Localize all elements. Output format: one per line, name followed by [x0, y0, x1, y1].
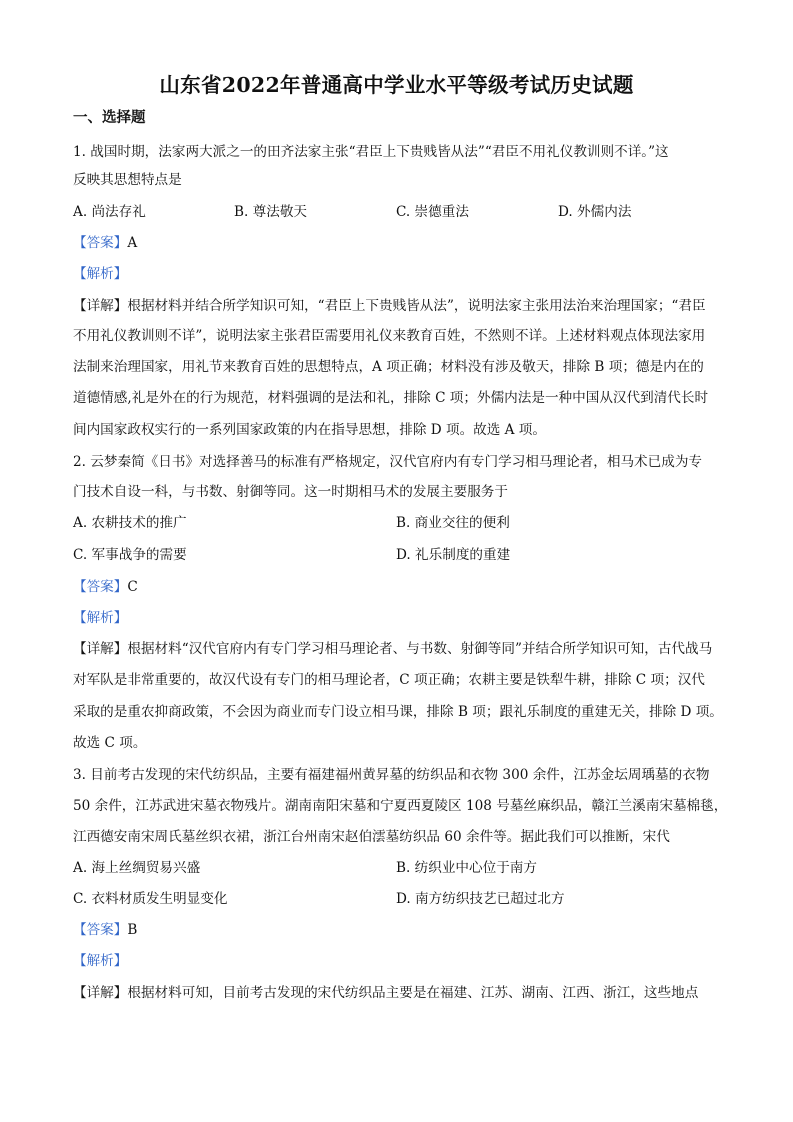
q3-stem-line-2: 50 余件，江苏武进宋墓衣物残片。湖南南阳宋墓和宁夏西夏陵区 108 号墓丝麻织品，赣江兰溪南宋墓棉毯，	[73, 798, 728, 814]
answer-tag: 【答案】	[73, 579, 128, 595]
q3-detail-text: 根据材料可知，目前考古发现的宋代纺织品主要是在福建、江苏、湖南、江西、浙江，这些地点	[127, 985, 699, 1001]
q2-stem-line-2: 门技术自设一科，与书数、射御等同。这一时期相马术的发展主要服务于	[73, 484, 508, 500]
section-heading: 一、选择题	[73, 109, 146, 126]
q2-detail-line-3: 采取的是重农抑商政策，不会因为商业而专门设立相马课，排除 B 项；跟礼乐制度的重建无关，排除 D 项。	[73, 704, 723, 720]
q2-detail-line-4: 故选 C 项。	[73, 735, 147, 751]
q1-option-a: A. 尚法存礼	[73, 204, 146, 220]
detail-tag: 【详解】	[73, 985, 128, 1001]
q3-answer-value: B	[127, 922, 138, 938]
q2-option-a: A. 农耕技术的推广	[73, 515, 187, 531]
q1-answer-value: A	[127, 235, 138, 251]
q2-detail-line-1	[73, 640, 712, 658]
q3-answer	[73, 921, 137, 939]
q1-detail-line-5: 间内国家政权实行的一系列国家政策的内在指导思想，排除 D 项。故选 A 项。	[73, 422, 546, 438]
answer-tag: 【答案】	[73, 235, 128, 251]
q2-detail-line-2: 对军队是非常重要的，故汉代设有专门的相马理论者，C 项正确；农耕主要是铁犁牛耕，排除 C 项；汉代	[73, 672, 705, 688]
q2-option-d: D. 礼乐制度的重建	[396, 547, 511, 563]
answer-tag: 【答案】	[73, 922, 128, 938]
q1-detail-text: 根据材料并结合所学知识可知，“君臣上下贵贱皆从法”，说明法家主张用法治来治理国家；“君臣	[127, 298, 706, 314]
q1-analysis-tag: 【解析】	[73, 266, 128, 282]
q3-stem-line-3: 江西德安南宋周氏墓丝织衣裙，浙江台州南宋赵伯澐墓纺织品 60 余件等。据此我们可以推断，宋代	[73, 829, 670, 845]
q1-option-b: B. 尊法敬天	[234, 204, 308, 220]
q3-analysis-tag: 【解析】	[73, 953, 128, 969]
q2-detail-text: 根据材料“汉代官府内有专门学习相马理论者、与书数、射御等同”并结合所学知识可知，古代战马	[127, 641, 713, 657]
q1-detail-line-3: 法制来治理国家，用礼节来教育百姓的思想特点，A 项正确；材料没有涉及敬天，排除 B 项；德是内在的	[73, 359, 704, 375]
detail-tag: 【详解】	[73, 641, 128, 657]
q2-stem-line-1: 2. 云梦秦简《日书》对选择善马的标准有严格规定，汉代官府内有专门学习相马理论者，相马术已成为专	[73, 454, 703, 470]
q3-detail-line-1	[73, 984, 698, 1002]
q2-analysis-tag: 【解析】	[73, 610, 128, 626]
q1-stem-line-2: 反映其思想特点是	[73, 172, 182, 188]
q1-option-c: C. 崇德重法	[396, 204, 469, 220]
q2-answer	[73, 578, 138, 596]
q1-detail-line-2: 不用礼仪教训则不详”，说明法家主张君臣需要用礼仪来教育百姓，不然则不详。上述材料观点体现法家用	[73, 328, 706, 344]
page-title: 山东省2022年普通高中学业水平等级考试历史试题	[159, 73, 634, 97]
q2-option-b: B. 商业交往的便利	[396, 515, 510, 531]
q1-stem-line-1: 1. 战国时期，法家两大派之一的田齐法家主张“君臣上下贵贱皆从法”“君臣不用礼仪教训则不详。”这	[73, 144, 669, 160]
q3-option-a: A. 海上丝绸贸易兴盛	[73, 860, 201, 876]
q3-stem-line-1: 3. 目前考古发现的宋代纺织品，主要有福建福州黄昇墓的纺织品和衣物 300 余件，江苏金坛周瑀墓的衣物	[73, 767, 710, 783]
q1-option-d: D. 外儒内法	[558, 204, 632, 220]
q2-option-c: C. 军事战争的需要	[73, 547, 187, 563]
q3-option-d: D. 南方纺织技艺已超过北方	[396, 891, 565, 907]
q1-answer	[73, 234, 137, 252]
detail-tag: 【详解】	[73, 298, 128, 314]
q1-detail-line-1	[73, 297, 706, 315]
q1-detail-line-4: 道德情感,礼是外在的行为规范，材料强调的是法和礼，排除 C 项；外儒内法是一种中国从汉代到清代长时	[73, 390, 709, 406]
q3-option-c: C. 衣料材质发生明显变化	[73, 891, 228, 907]
q2-answer-value: C	[127, 579, 138, 595]
q3-option-b: B. 纺织业中心位于南方	[396, 860, 537, 876]
